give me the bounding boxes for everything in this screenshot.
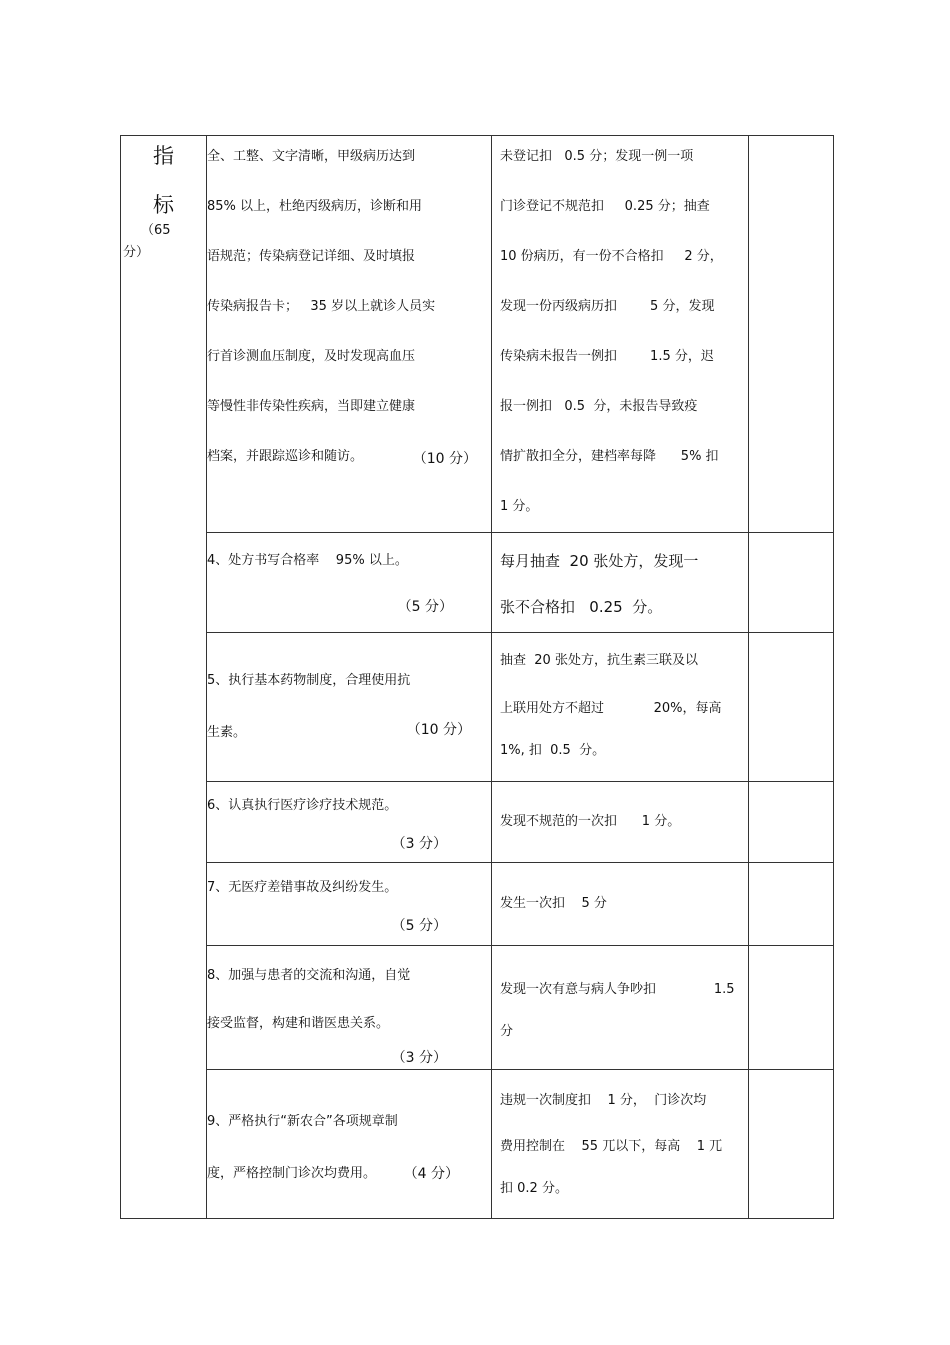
points-label: （10 分） [412,451,477,467]
table-row [121,1070,834,1219]
requirement-cell: 4、处方书写合格率 95% 以上。 （5 分） [207,533,492,633]
table-row [121,782,834,863]
criteria-cell: 发生一次扣 5 分 [492,863,749,946]
criteria-cell: 发现一次有意与病人争吵扣 1.5 分 [492,946,749,1070]
criteria-cell: 违规一次制度扣 1 分， 门诊次均 费用控制在 55 兀以下，每高 1 兀 扣 0.2 分。 [492,1070,749,1219]
score-cell [749,1070,834,1219]
score-cell [749,136,834,533]
criteria-cell: 未登记扣 0.5 分；发现一例一项 门诊登记不规范扣 0.25 分；抽查 10 份病历，有一份不合格扣 2 分， 发现一份丙级病历扣 5 分，发现 传染病未报告一例扣 1.5 分，迟 报一例扣 0.5 分，未报告导致疫 情扩散扣全分，建档率每降 5% 扣 1 分。 [492,136,749,533]
points-label: （5 分） [397,599,453,615]
category-char-2: 标 [153,193,174,217]
score-cell [749,946,834,1070]
category-cell [121,136,207,1219]
requirement-cell: 6、认真执行医疗诊疗技术规范。 （3 分） [207,782,492,863]
score-cell [749,782,834,863]
score-cell [749,533,834,633]
score-cell [749,633,834,782]
criteria-cell: 每月抽查 20 张处方，发现一 张不合格扣 0.25 分。 [492,533,749,633]
requirement-cell: 7、无医疗差错事故及纠纷发生。 （5 分） [207,863,492,946]
requirement-cell: 9、严格执行“新农合”各项规章制 度，严格控制门诊次均费用。 （4 分） [207,1070,492,1219]
points-label: （5 分） [391,918,447,934]
criteria-cell: 发现不规范的一次扣 1 分。 [492,782,749,863]
points-label: （3 分） [391,1050,447,1066]
score-cell [749,863,834,946]
requirement-cell: 全、工整、文字清晰，甲级病历达到 85% 以上，杜绝丙级病历，诊断和用 语规范；传染病登记详细、及时填报 传染病报告卡； 35 岁以上就诊人员实 行首诊测血压制度，及时发现高血压 等慢性非传染性疾病，当即建立健康 档案，并跟踪巡诊和随访。 （10 分） [207,136,492,533]
points-label: （10 分） [406,722,471,738]
requirement-cell: 8、加强与患者的交流和沟通，自觉 接受监督，构建和谐医患关系。 （3 分） [207,946,492,1070]
category-score: （65 分） [123,223,171,260]
table-row [121,633,834,782]
points-label: （4 分） [403,1166,459,1182]
table-row [121,136,834,533]
assessment-table [120,135,834,1219]
criteria-cell: 抽查 20 张处方，抗生素三联及以 上联用处方不超过 20%，每高 1%, 扣 0.5 分。 [492,633,749,782]
points-label: （3 分） [391,836,447,852]
table-row [121,533,834,633]
requirement-cell: 5、执行基本药物制度，合理使用抗 生素。 （10 分） [207,633,492,782]
table-row [121,863,834,946]
category-char-1: 指 [153,144,174,168]
table-row [121,946,834,1070]
